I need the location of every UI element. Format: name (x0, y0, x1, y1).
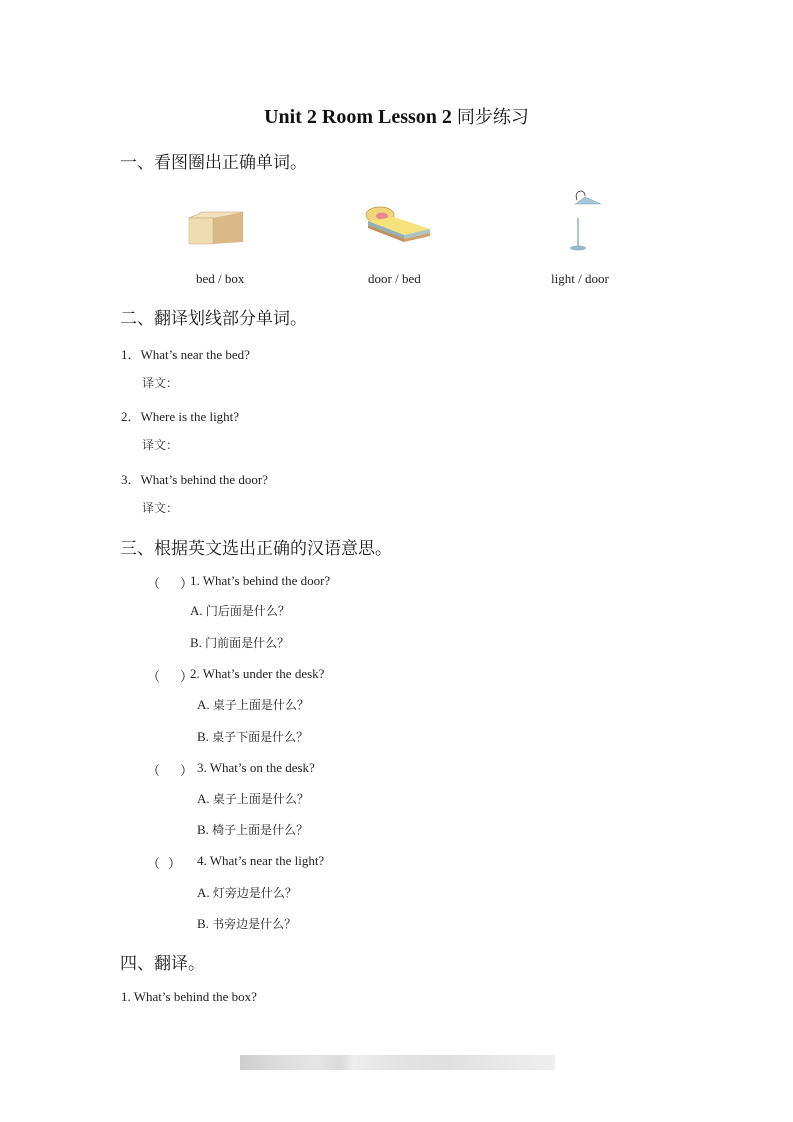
option-4a[interactable]: A. 灯旁边是什么？ (197, 885, 297, 900)
answer-bracket-2[interactable]: （ ） (147, 669, 194, 684)
section1-options-2[interactable]: door / bed (368, 271, 421, 286)
title-chinese: 同步练习 (456, 107, 529, 128)
section2-answer-2[interactable]: 译文： (142, 438, 179, 452)
section3-question-1: 1. What’s behind the door? (190, 573, 331, 588)
section4-question-1: 1. What’s behind the box? (121, 989, 257, 1004)
section2-heading: 二、翻译划线部分单词。 (120, 309, 307, 329)
section2-item-2: 2．Where is the light? (121, 409, 240, 424)
blurred-footer-watermark (240, 1055, 555, 1070)
page-title (0, 103, 793, 129)
answer-bracket-3[interactable]: （ ） (147, 763, 194, 778)
section3-question-2: 2. What’s under the desk? (190, 666, 325, 681)
option-3a[interactable]: A. 桌子上面是什么？ (197, 791, 309, 806)
option-3b[interactable]: B. 椅子上面是什么？ (197, 822, 309, 837)
option-4b[interactable]: B. 书旁边是什么？ (197, 916, 297, 931)
section1-options-1[interactable]: bed / box (196, 271, 245, 286)
option-2a[interactable]: A. 桌子上面是什么？ (197, 697, 309, 712)
section3-question-3: 3. What’s on the desk? (197, 760, 315, 775)
answer-bracket-4[interactable]: （ ） (147, 856, 182, 871)
answer-bracket-1[interactable]: （ ） (147, 576, 194, 591)
section2-answer-3[interactable]: 译文： (142, 501, 179, 515)
section2-item-1: 1．What’s near the bed? (121, 347, 250, 362)
option-1b[interactable]: B. 门前面是什么？ (190, 635, 290, 650)
section3-question-4: 4. What’s near the light? (197, 853, 325, 868)
bed-icon (364, 205, 432, 250)
option-1a[interactable]: A. 门后面是什么？ (190, 603, 290, 618)
option-2b[interactable]: B. 桌子下面是什么？ (197, 729, 309, 744)
section2-answer-1[interactable]: 译文： (142, 376, 179, 390)
title-english: Unit 2 Room Lesson 2 (264, 106, 452, 128)
box-icon (187, 210, 247, 251)
section3-heading: 三、根据英文选出正确的汉语意思。 (120, 539, 392, 559)
section4-heading: 四、翻译。 (120, 954, 205, 974)
section1-options-3[interactable]: light / door (551, 271, 609, 286)
section2-item-3: 3．What’s behind the door? (121, 472, 268, 487)
lamp-icon (565, 188, 605, 259)
section1-heading: 一、看图圈出正确单词。 (120, 153, 307, 173)
